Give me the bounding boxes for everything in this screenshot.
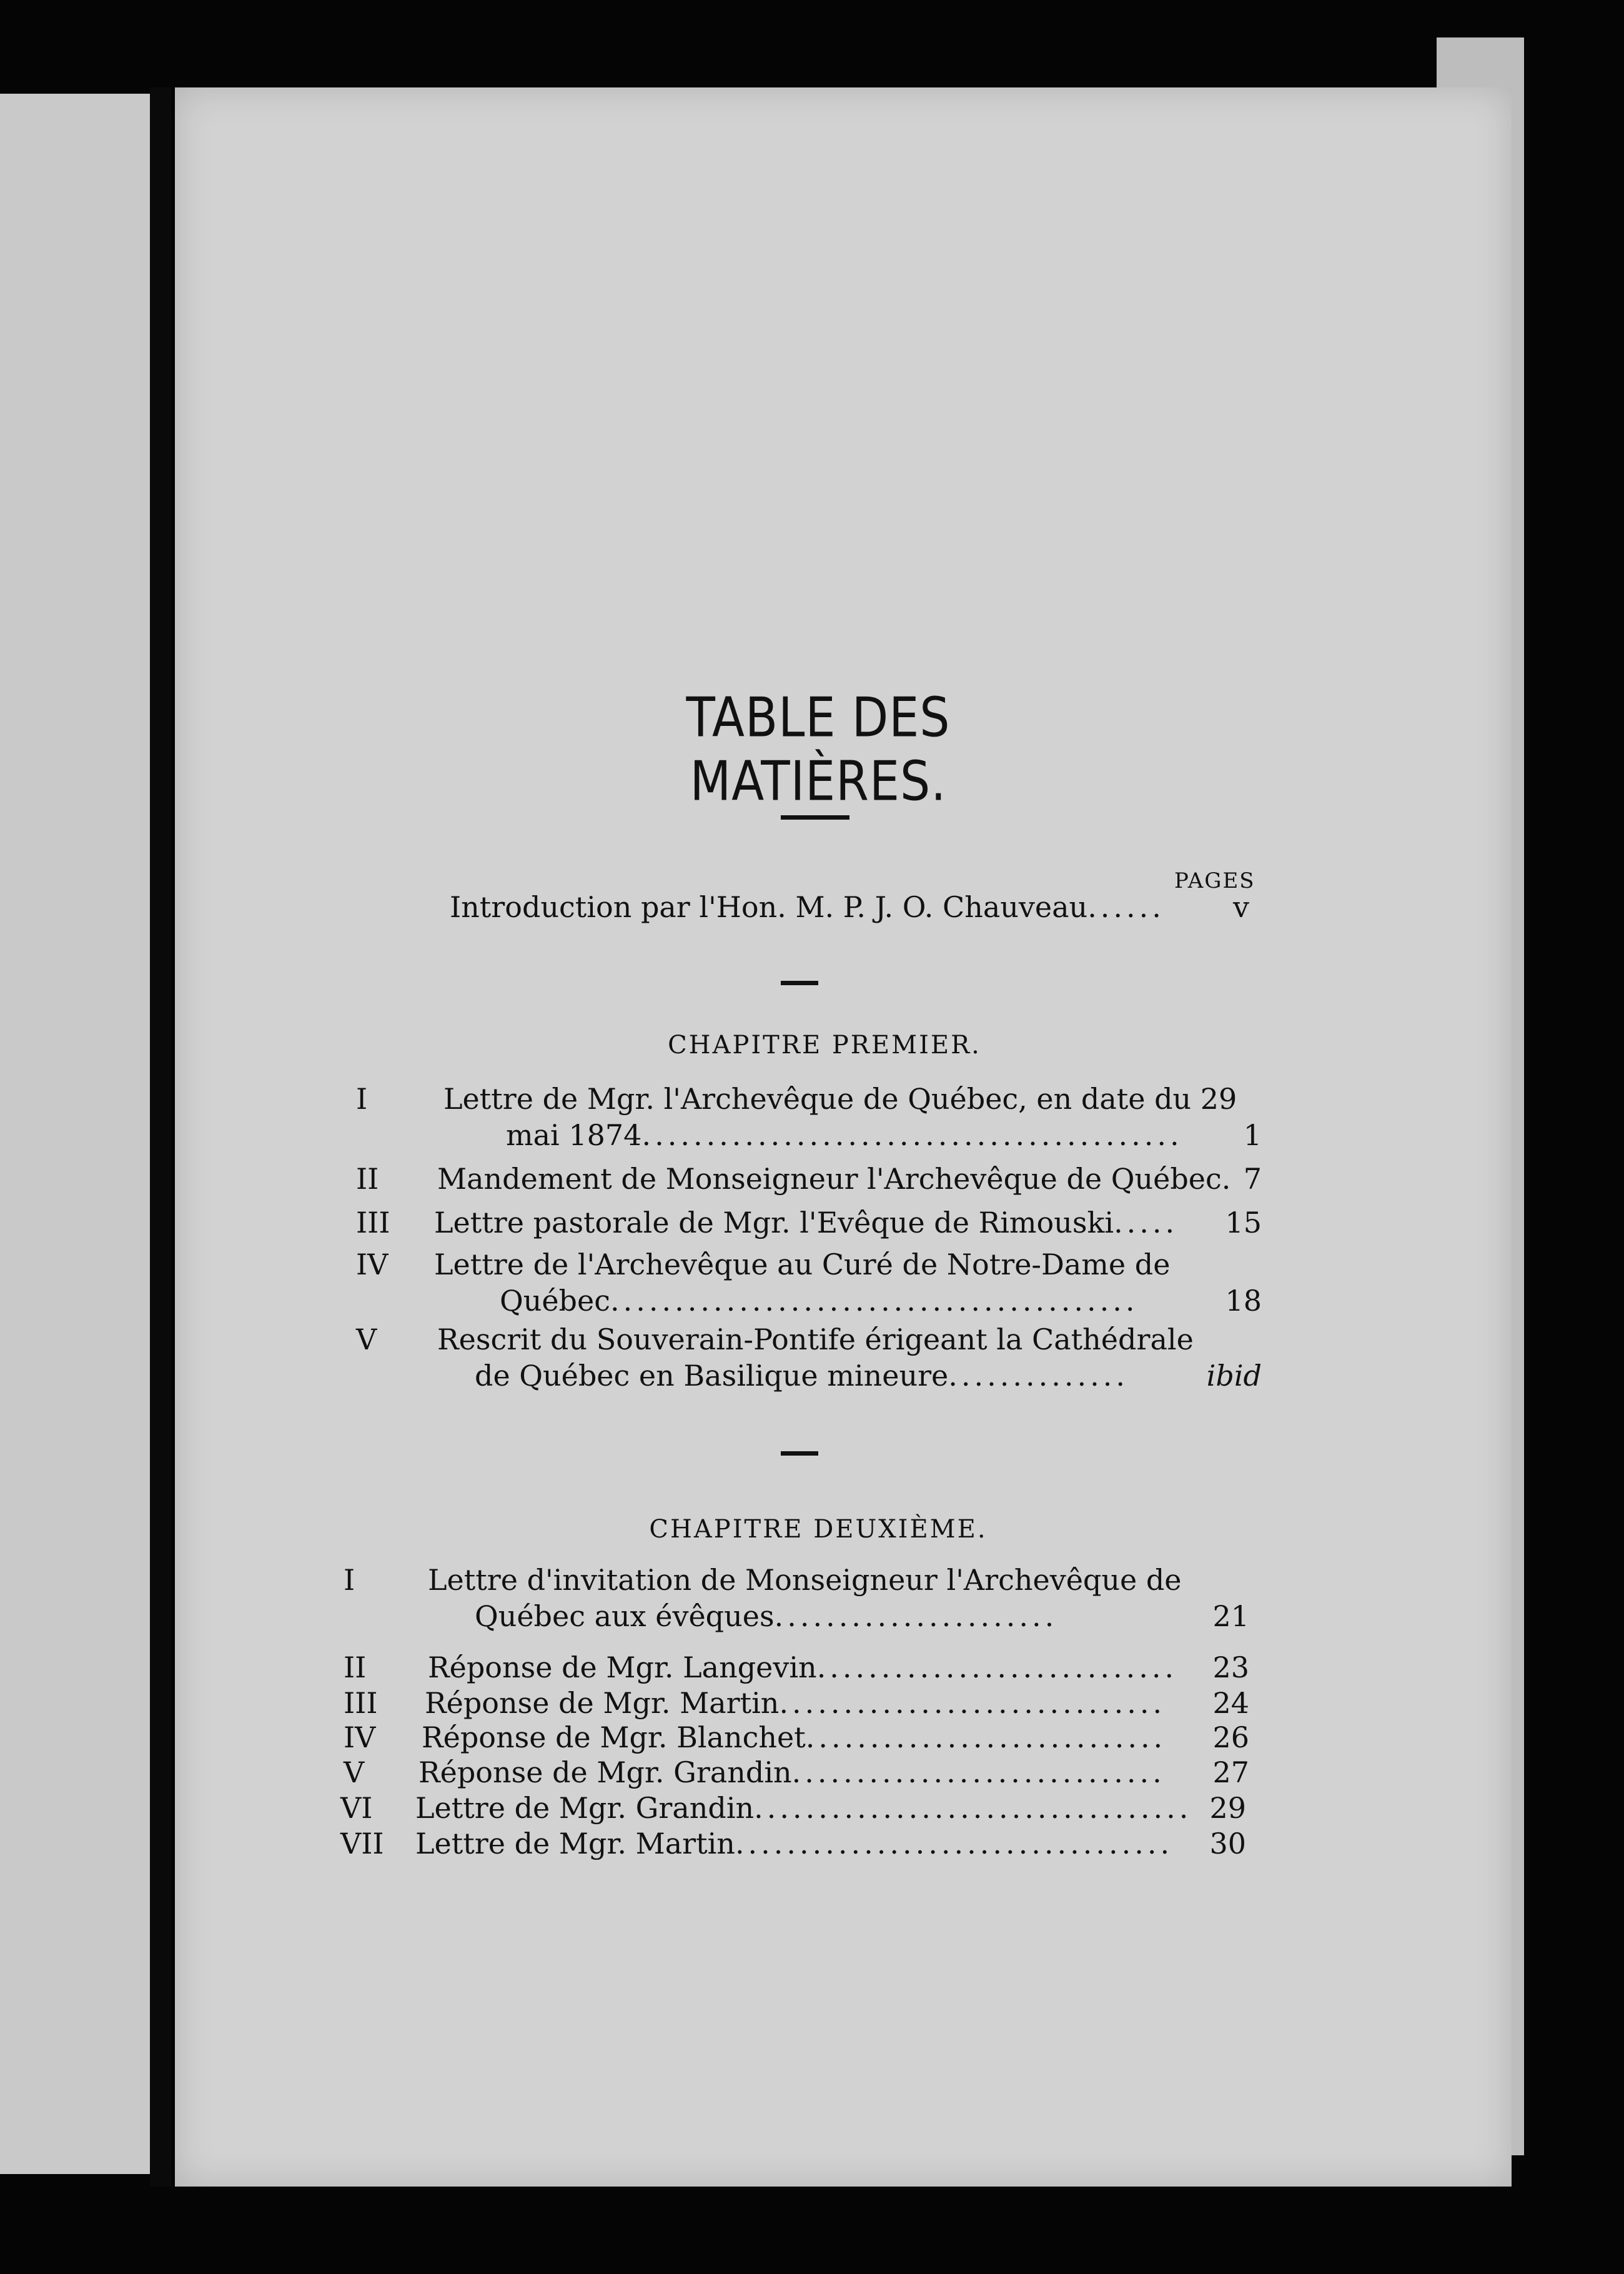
book-gutter (150, 87, 171, 2187)
entry-text: Réponse de Mgr. Grandin (418, 1755, 792, 1789)
entry-text: Lettre de l'Archevêque au Curé de Notre-Dame de (434, 1248, 1171, 1281)
entry-number: II (356, 1162, 379, 1196)
entry-number: I (356, 1082, 368, 1116)
entry-leader: ......................................... (610, 1284, 1139, 1318)
entry-leader: ............................ (805, 1720, 1167, 1754)
entry-leader: .................................. (735, 1827, 1174, 1860)
entry-text-continued: mai 1874 (506, 1118, 642, 1152)
entry-number: I (344, 1563, 355, 1597)
entry-page: 23 (1212, 1651, 1249, 1684)
chapter-2-heading: CHAPITRE DEUXIÈME. (649, 1515, 988, 1544)
entry-number: VI (340, 1791, 373, 1825)
entry-leader: ...................... (774, 1599, 1058, 1633)
entry-number: II (344, 1651, 367, 1684)
entry-leader: ............................ (816, 1651, 1178, 1684)
entry-leader: ............................. (791, 1755, 1166, 1789)
title-rule (781, 815, 849, 820)
entry-page: ibid (1206, 1359, 1262, 1393)
introduction-entry (450, 890, 1262, 924)
chapter-1-heading: CHAPITRE PREMIER. (668, 1031, 981, 1060)
entry-number: III (344, 1686, 378, 1720)
entry-text: Réponse de Mgr. Langevin (428, 1651, 817, 1684)
entry-leader: .............. (948, 1359, 1129, 1393)
section-rule (781, 1451, 818, 1456)
entry-page: 21 (1212, 1599, 1249, 1633)
entry-text: Lettre de Mgr. Grandin (415, 1791, 755, 1825)
entry-number: VII (340, 1827, 384, 1860)
entry-page: 24 (1212, 1686, 1249, 1720)
entry-page: 7 (1243, 1162, 1262, 1196)
entry-text: Lettre d'invitation de Monseigneur l'Archevêque de (428, 1563, 1182, 1597)
entry-text: Lettre de Mgr. Martin (415, 1827, 735, 1860)
entry-page: 18 (1225, 1284, 1262, 1318)
entry-page: 27 (1212, 1755, 1249, 1789)
entry-number: V (356, 1323, 377, 1356)
entry-text: Lettre de Mgr. l'Archevêque de Québec, en date du 29 (443, 1082, 1237, 1116)
entry-text-continued: de Québec en Basilique mineure (475, 1359, 949, 1393)
entry-leader: ..... (1114, 1206, 1179, 1239)
entry-number: IV (344, 1720, 376, 1754)
entry-number: IV (356, 1248, 389, 1281)
entry-number: III (356, 1206, 390, 1239)
entry-page: 26 (1212, 1720, 1249, 1754)
entry-leader: .................................. (754, 1791, 1192, 1825)
entry-text: Réponse de Mgr. Martin (425, 1686, 780, 1720)
left-page-edge (0, 94, 150, 2174)
entry-text: Mandement de Monseigneur l'Archevêque de Québec. (437, 1162, 1231, 1196)
page-title: TABLE DES MATIÈRES. (686, 685, 951, 813)
entry-page: 15 (1225, 1206, 1262, 1239)
entry-text-continued: Québec (500, 1284, 610, 1318)
entry-text: Lettre pastorale de Mgr. l'Evêque de Rimouski (434, 1206, 1114, 1239)
entry-page: 1 (1243, 1118, 1262, 1152)
entry-text: Rescrit du Souverain-Pontife érigeant la Cathédrale (437, 1323, 1194, 1356)
entry-text: Réponse de Mgr. Blanchet (422, 1720, 806, 1754)
introduction-leader: ...... (1087, 890, 1165, 924)
pages-column-heading: PAGES (1174, 868, 1255, 893)
entry-page: 30 (1209, 1827, 1246, 1860)
introduction-text: Introduction par l'Hon. M. P. J. O. Chauveau (450, 890, 1088, 924)
entry-leader: .............................. (779, 1686, 1166, 1720)
section-rule (781, 981, 818, 985)
entry-number: V (344, 1755, 365, 1789)
entry-page: 29 (1209, 1791, 1246, 1825)
introduction-page: v (1233, 890, 1249, 924)
entry-leader: .......................................... (641, 1118, 1183, 1152)
entry-text-continued: Québec aux évêques (475, 1599, 775, 1633)
